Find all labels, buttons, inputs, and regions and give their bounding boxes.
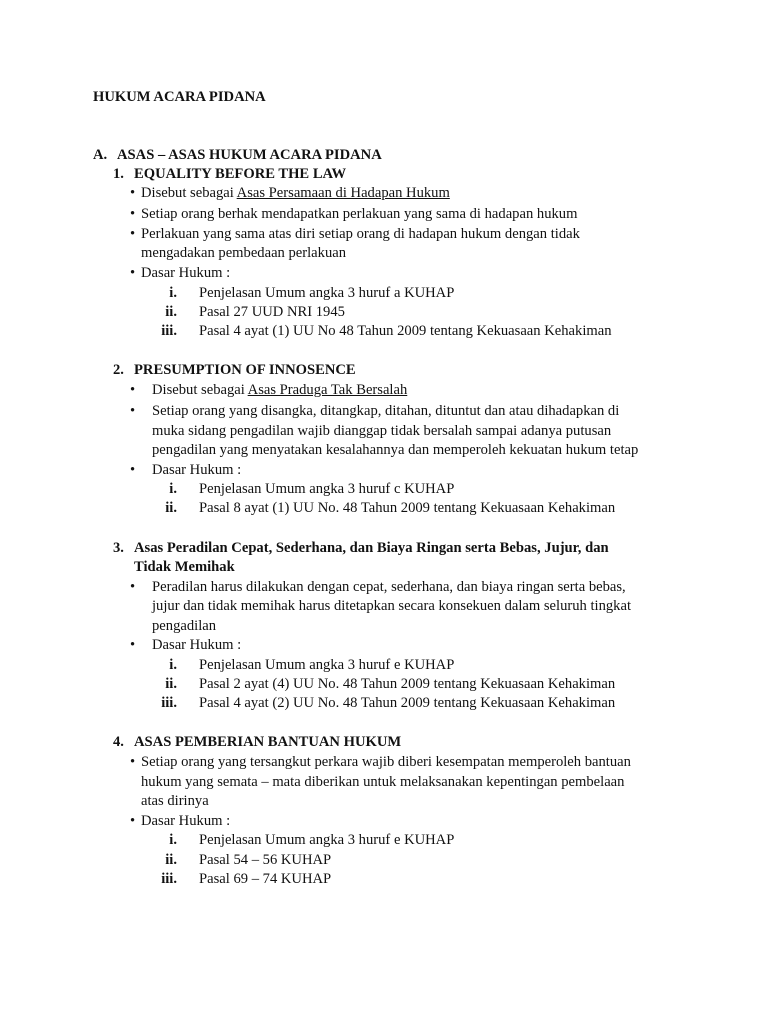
underlined-term: Asas Praduga Tak Bersalah [247,382,408,398]
list-item-continuation: muka sidang pengadilan wajib dianggap tidak bersalah sampai adanya putusan [152,423,612,439]
legal-basis: Pasal 8 ayat (1) UU No. 48 Tahun 2009 tentang Kekuasaan Kehakiman [199,500,616,516]
item-number: 2. [113,362,124,378]
roman-numeral: i. [169,481,177,497]
text: Disebut sebagai [152,382,248,398]
item-number: 4. [113,734,124,750]
bullet-icon: • [130,462,136,478]
list-item: Setiap orang yang tersangkut perkara wajib diberi kesempatan memperoleh bantuan [141,754,631,770]
item-heading: ASAS PEMBERIAN BANTUAN HUKUM [134,734,402,750]
list-item-continuation: pengadilan yang menyatakan kesalahannya dan memperoleh kekuatan hukum tetap [152,442,639,458]
legal-basis: Penjelasan Umum angka 3 huruf a KUHAP [199,285,455,301]
list-item-continuation: mengadakan pembedaan perlakuan [141,245,347,261]
list-item-continuation: jujur dan tidak memihak harus ditetapkan secara konsekuen dalam seluruh tingkat [152,598,632,614]
list-item: Dasar Hukum : [141,265,231,281]
bullet-icon: • [130,579,136,595]
item-number: 1. [113,166,124,182]
bullet-icon: • [130,226,136,242]
roman-numeral: iii. [161,695,177,711]
roman-numeral: i. [169,832,177,848]
roman-numeral: iii. [161,871,177,887]
bullet-icon: • [130,265,136,281]
legal-basis: Pasal 4 ayat (1) UU No 48 Tahun 2009 tentang Kekuasaan Kehakiman [199,323,612,339]
legal-basis: Pasal 27 UUD NRI 1945 [199,304,345,320]
legal-basis: Penjelasan Umum angka 3 huruf c KUHAP [199,481,455,497]
roman-numeral: ii. [165,304,177,320]
underlined-term: Asas Persamaan di Hadapan Hukum [236,185,450,201]
item-heading: EQUALITY BEFORE THE LAW [134,166,347,182]
roman-numeral: i. [169,657,177,673]
list-item: Setiap orang yang disangka, ditangkap, ditahan, dituntut dan atau dihadapkan di [152,403,620,419]
bullet-icon: • [130,185,136,201]
bullet-icon: • [130,382,136,398]
list-item-continuation: hukum yang semata – mata diberikan untuk melaksanakan kepentingan pembelaan [141,774,625,790]
list-item: Dasar Hukum : [152,637,242,653]
list-item: Dasar Hukum : [141,813,231,829]
list-item-continuation: atas dirinya [141,793,209,809]
item-heading: PRESUMPTION OF INNOSENCE [134,362,356,378]
roman-numeral: ii. [165,852,177,868]
text: Disebut sebagai [141,185,237,201]
list-item-continuation: pengadilan [152,618,217,634]
item-number: 3. [113,540,124,556]
item-heading-continuation: Tidak Memihak [134,559,235,575]
legal-basis: Penjelasan Umum angka 3 huruf e KUHAP [199,832,455,848]
bullet-icon: • [130,206,136,222]
roman-numeral: ii. [165,500,177,516]
item-heading: Asas Peradilan Cepat, Sederhana, dan Biaya Ringan serta Bebas, Jujur, dan [134,540,609,556]
section-a-marker: A. [93,147,108,163]
list-item: Peradilan harus dilakukan dengan cepat, sederhana, dan biaya ringan serta bebas, [152,579,626,595]
list-item: Setiap orang berhak mendapatkan perlakuan yang sama di hadapan hukum [141,206,578,222]
list-item: Dasar Hukum : [152,462,242,478]
bullet-icon: • [130,813,136,829]
bullet-icon: • [130,403,136,419]
list-item: Perlakuan yang sama atas diri setiap orang di hadapan hukum dengan tidak [141,226,580,242]
section-a-heading: ASAS – ASAS HUKUM ACARA PIDANA [117,147,382,163]
legal-basis: Pasal 54 – 56 KUHAP [199,852,332,868]
bullet-icon: • [130,754,136,770]
legal-basis: Penjelasan Umum angka 3 huruf e KUHAP [199,657,455,673]
document-title: HUKUM ACARA PIDANA [93,89,266,105]
legal-basis: Pasal 69 – 74 KUHAP [199,871,332,887]
bullet-icon: • [130,637,136,653]
list-item [152,381,407,399]
list-item [141,184,450,202]
legal-basis: Pasal 4 ayat (2) UU No. 48 Tahun 2009 tentang Kekuasaan Kehakiman [199,695,616,711]
roman-numeral: i. [169,285,177,301]
roman-numeral: ii. [165,676,177,692]
roman-numeral: iii. [161,323,177,339]
legal-basis: Pasal 2 ayat (4) UU No. 48 Tahun 2009 tentang Kekuasaan Kehakiman [199,676,616,692]
